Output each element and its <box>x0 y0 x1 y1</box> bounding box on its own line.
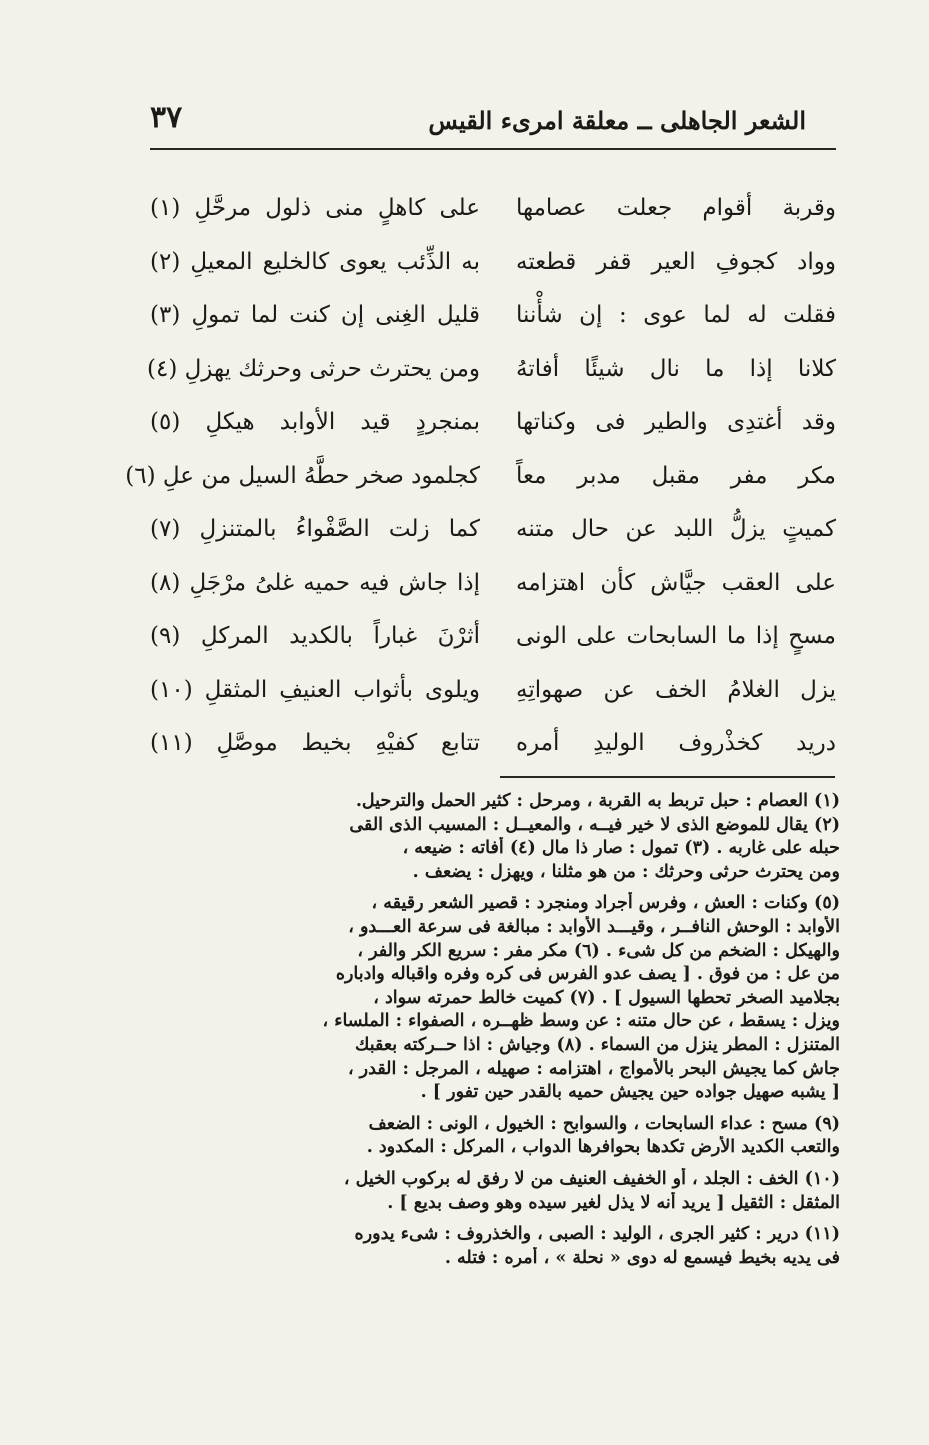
verse <box>150 721 836 775</box>
footnote-line: جاش كما يجيش البحر بالأمواج ، اهتزامه : صهيله ، المرجل : القدر ، <box>347 1058 840 1079</box>
footnote-line: (٥) وكنات : العش ، وفرس أجراد ومنجرد : قصير الشعر رقيقه ، <box>371 893 840 914</box>
footnotes <box>150 790 840 1270</box>
footnote-line: (٩) مسح : عداء السابحات ، والسوابح : الخيول ، الونى : الضعف <box>368 1113 840 1134</box>
verse-first-hemistich: دريد كخذْروف الوليدِ أمره <box>516 730 836 756</box>
verse-second-hemistich: إذا جاش فيه حميه غلىُ مرْجَلِ (٨) <box>150 569 480 596</box>
page-number: ٣٧ <box>150 100 183 135</box>
verse-first-hemistich: مسحٍ إذا ما السابحات على الونى <box>516 623 836 649</box>
verse <box>150 293 836 347</box>
footnote-line: (١٠) الخف : الجلد ، أو الخفيف العنيف من لا رفق له بركوب الخيل ، <box>343 1168 840 1189</box>
verse-second-hemistich: به الذِّئب يعوى كالخليع المعيلِ (٢) <box>150 248 480 275</box>
verse-second-hemistich: على كاهلٍ منى ذلول مرحَّلِ (١) <box>150 195 480 221</box>
verse-first-hemistich: مكر مفر مقبل مدبر معاً <box>516 462 836 489</box>
footnotes-rule <box>500 776 835 778</box>
footnote-line: والتعب الكديد الأرض تكدها بحوافرها الدواب ، المركل : المكدود . <box>366 1137 840 1158</box>
verse-first-hemistich: وقربة أقوام جعلت عصامها <box>516 195 836 221</box>
footnote-line: [ يشبه صهيل جواده حين يجيش حميه بالقدر حين تفور ] . <box>420 1082 840 1103</box>
verse-second-hemistich: ومن يحترث حرثى وحرثك يهزلِ (٤) <box>146 355 480 382</box>
footnote-spacer <box>150 1160 840 1168</box>
footnote-line: والهيكل : الضخم من كل شىء . (٦) مكر مفر : سريع الكر والفر ، <box>357 940 840 961</box>
footnote-line: (١) العصام : حبل تربط به القربة ، ومرحل : كثير الحمل والترحيل. <box>355 791 840 811</box>
verse-second-hemistich: بمنجردٍ قيد الأوابد هيكلِ (٥) <box>150 409 480 435</box>
verse <box>146 347 836 401</box>
running-header <box>150 98 836 142</box>
verse <box>150 668 836 722</box>
poem-verses <box>125 186 836 775</box>
header-rule <box>150 148 836 150</box>
verse-second-hemistich: أثرْنَ غباراً بالكديد المركلِ (٩) <box>150 623 480 649</box>
verse <box>150 186 836 240</box>
verse <box>125 454 836 508</box>
footnote-line: ويزل : يسقط ، عن حال متنه : عن وسط ظهــره ، الصفواء : الملساء ، <box>322 1011 840 1032</box>
verse <box>150 240 836 294</box>
verse <box>150 614 836 668</box>
footnote-line: حبله على غاربه . (٣) تمول : صار ذا مال (٤) أفاته : ضيعه ، <box>402 838 840 859</box>
header-title: الشعر الجاهلى ــ معلقة امرىء القيس <box>428 105 806 135</box>
footnote-line: من عل : من فوق . [ يصف عدو الفرس فى كره وفره واقباله وادباره <box>335 964 840 985</box>
footnote-line: (٢) يقال للموضع الذى لا خير فيــه ، والمعيــل : المسيب الذى القى <box>349 814 840 835</box>
footnote-line: فى يديه بخيط فيسمع له دوى « نحلة » ، أمره : فتله . <box>444 1247 840 1268</box>
verse-second-hemistich: قليل الغِنى إن كنت لما تمولِ (٣) <box>150 302 480 328</box>
footnote-line: ومن يحترث حرثى وحرثك : من هو مثلنا ، ويهزل : يضعف . <box>412 861 840 882</box>
verse-second-hemistich: كما زلت الصَّفْواءُ بالمتنزلِ (٧) <box>150 516 480 542</box>
footnote-line: المثقل : الثقيل [ يريد أنه لا يذل لغير سيده وهو وصف بديع ] . <box>387 1192 840 1213</box>
verse-first-hemistich: وواد كجوفِ العير قفر قطعته <box>516 248 836 275</box>
verse-first-hemistich: يزل الغلامُ الخف عن صهواتِهِ <box>516 676 836 703</box>
footnote-spacer <box>150 1215 840 1223</box>
footnote-spacer <box>150 1105 840 1113</box>
verse-first-hemistich: فقلت له لما عوى : إن شأْننا <box>516 302 836 328</box>
footnote-line: بجلاميد الصخر تحطها السيول ] . (٧) كميت خالط حمرته سواد ، <box>373 987 840 1008</box>
verse-first-hemistich: كميتٍ يزلُّ اللبد عن حال متنه <box>516 516 836 542</box>
verse-second-hemistich: تتابع كفيْهِ بخيط موصَّلِ (١١) <box>150 730 480 756</box>
verse <box>150 507 836 561</box>
verse <box>150 400 836 454</box>
footnote-line: الأوابد : الوحش النافــر ، وقيـــد الأوابد : مبالغة فى سرعة العـــدو ، <box>348 916 840 937</box>
footnote-line: المتنزل : المطر ينزل من السماء . (٨) وجياش : اذا حــركته بعقبك <box>354 1034 840 1055</box>
footnote-spacer <box>150 884 840 892</box>
verse-first-hemistich: على العقب جيَّاش كأن اهتزامه <box>516 569 836 596</box>
footnote-line: (١١) درير : كثير الجرى ، الوليد : الصبى ، والخذروف : شىء يدوره <box>354 1224 840 1245</box>
verse-first-hemistich: كلانا إذا ما نال شيئًا أفاتهُ <box>516 355 836 382</box>
verse-second-hemistich: كجلمود صخر حطَّهُ السيل من علِ (٦) <box>125 462 480 489</box>
verse-first-hemistich: وقد أغتدِى والطير فى وكناتها <box>516 409 836 435</box>
verse <box>150 561 836 615</box>
verse-second-hemistich: ويلوى بأثواب العنيفِ المثقلِ (١٠) <box>150 676 480 703</box>
